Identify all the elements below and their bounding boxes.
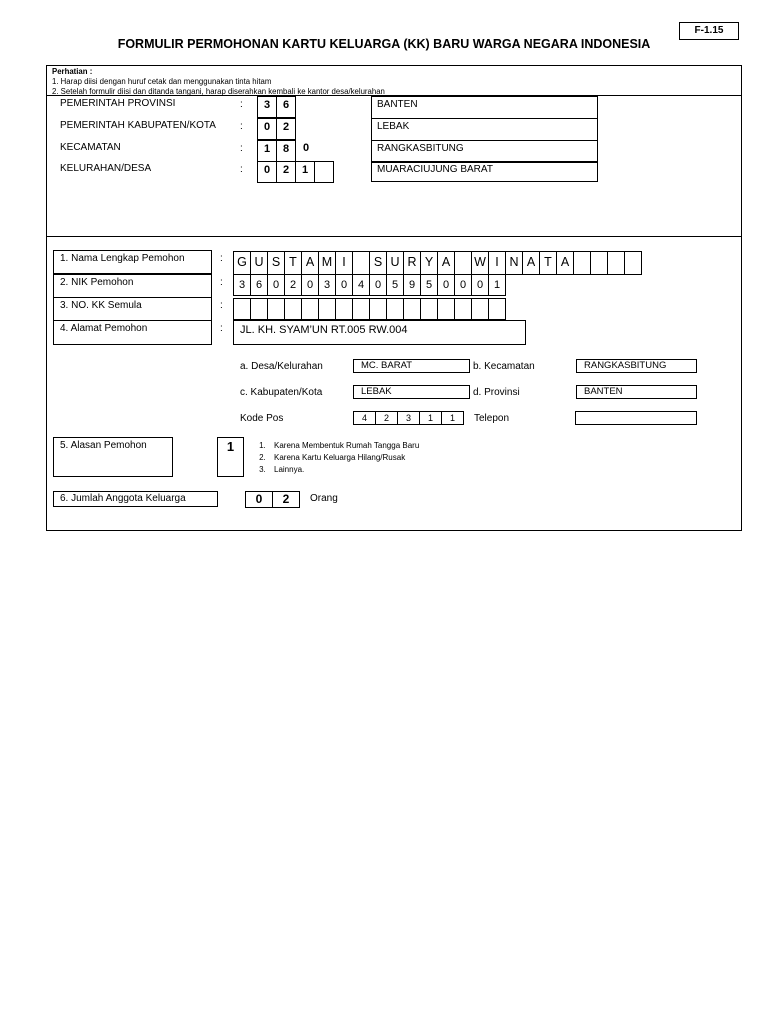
nik-label: 2. NIK Pemohon [60, 277, 134, 288]
name-char-cell[interactable]: R [403, 251, 421, 275]
kk-digit-cell[interactable] [352, 298, 370, 320]
kodepos-digit-cell[interactable]: 3 [397, 411, 420, 425]
name-char-cell[interactable] [607, 251, 625, 275]
desa-label: a. Desa/Kelurahan [240, 361, 323, 372]
members-digit-cell[interactable]: 2 [272, 491, 300, 508]
provinsi-field[interactable] [576, 385, 697, 399]
name-char-cell[interactable]: U [386, 251, 404, 275]
nik-digit-cell[interactable]: 3 [318, 274, 336, 296]
kecamatan-value: RANGKASBITUNG [584, 360, 667, 371]
nik-digit-cell[interactable]: 3 [233, 274, 251, 296]
name-label: 1. Nama Lengkap Pemohon [60, 253, 185, 264]
members-label: 6. Jumlah Anggota Keluarga [60, 493, 186, 504]
kodepos-label: Kode Pos [240, 413, 284, 424]
region-code-cell[interactable]: 0 [257, 118, 277, 140]
kodepos-cells [353, 411, 464, 425]
kk-digit-cell[interactable] [250, 298, 268, 320]
region-code-cell[interactable]: 8 [276, 140, 296, 162]
name-char-cell[interactable]: W [471, 251, 489, 275]
kk-digit-cell[interactable] [420, 298, 438, 320]
region-colon: : [240, 143, 243, 154]
address-label-box [53, 320, 212, 345]
reason-option: 2. Karena Kartu Keluarga Hilang/Rusak [268, 452, 500, 464]
region-code-cell[interactable]: 2 [276, 161, 296, 183]
region-code-cells [257, 140, 316, 162]
notes [52, 67, 385, 97]
provinsi-value: BANTEN [584, 386, 623, 397]
region-colon: : [240, 99, 243, 110]
telepon-field[interactable] [575, 411, 697, 425]
kk-digit-cell[interactable] [267, 298, 285, 320]
name-char-cell[interactable]: M [318, 251, 336, 275]
region-name-field[interactable] [371, 140, 598, 163]
region-code-cell[interactable]: 6 [276, 96, 296, 118]
kodepos-digit-cell[interactable]: 1 [441, 411, 464, 425]
kecamatan-label: b. Kecamatan [473, 361, 535, 372]
telepon-label: Telepon [474, 413, 510, 424]
nik-colon: : [220, 277, 223, 288]
region-colon: : [240, 121, 243, 132]
kk-digit-cell[interactable] [454, 298, 472, 320]
nik-digit-cell[interactable]: 0 [454, 274, 472, 296]
name-char-cell[interactable] [573, 251, 591, 275]
nik-digit-cell[interactable]: 6 [250, 274, 268, 296]
kk-cells [233, 298, 506, 320]
name-char-cell[interactable]: Y [420, 251, 438, 275]
nik-digit-cell[interactable]: 0 [267, 274, 285, 296]
name-char-cell[interactable]: A [301, 251, 319, 275]
reason-value-box[interactable] [217, 437, 244, 477]
region-name: LEBAK [377, 121, 410, 132]
kk-digit-cell[interactable] [284, 298, 302, 320]
members-label-box [53, 491, 218, 507]
nik-label-box [53, 274, 212, 298]
region-code-cells [257, 161, 334, 183]
name-char-cell[interactable]: G [233, 251, 251, 275]
region-name: MUARACIUJUNG BARAT [377, 164, 493, 175]
kk-digit-cell[interactable] [369, 298, 387, 320]
kk-digit-cell[interactable] [488, 298, 506, 320]
name-colon: : [220, 253, 223, 264]
region-label: PEMERINTAH KABUPATEN/KOTA [60, 120, 216, 131]
form-code: F-1.15 [679, 22, 739, 40]
region-code-cell[interactable]: 1 [295, 161, 315, 183]
reason-option: 1. Karena Membentuk Rumah Tangga Baru [268, 440, 500, 452]
nik-cells [233, 274, 506, 296]
nik-digit-cell[interactable]: 0 [301, 274, 319, 296]
kk-digit-cell[interactable] [318, 298, 336, 320]
region-code-cell[interactable]: 0 [302, 142, 310, 154]
nik-digit-cell[interactable]: 4 [352, 274, 370, 296]
name-char-cell[interactable]: T [539, 251, 557, 275]
kk-label: 3. NO. KK Semula [60, 300, 142, 311]
nik-digit-cell[interactable]: 0 [471, 274, 489, 296]
region-colon: : [240, 164, 243, 175]
name-char-cell[interactable]: I [335, 251, 353, 275]
region-name: BANTEN [377, 99, 418, 110]
kodepos-digit-cell[interactable]: 4 [353, 411, 376, 425]
region-label: KELURAHAN/DESA [60, 163, 152, 174]
kota-value: LEBAK [361, 386, 392, 397]
name-label-box [53, 250, 212, 274]
region-code-cell[interactable]: 1 [257, 140, 277, 162]
kk-digit-cell[interactable] [233, 298, 251, 320]
kodepos-digit-cell[interactable]: 1 [419, 411, 442, 425]
kk-label-box [53, 297, 212, 321]
region-name-field[interactable] [371, 118, 598, 141]
name-char-cell[interactable]: N [505, 251, 523, 275]
address-value: JL. KH. SYAM’UN RT.005 RW.004 [240, 324, 408, 336]
name-char-cell[interactable]: A [437, 251, 455, 275]
address-label: 4. Alamat Pemohon [60, 323, 148, 334]
kodepos-digit-cell[interactable]: 2 [375, 411, 398, 425]
reason-value: 1 [226, 439, 235, 454]
name-char-cell[interactable]: T [284, 251, 302, 275]
kk-digit-cell[interactable] [386, 298, 404, 320]
notes-item: 2. Setelah formulir diisi dan ditanda tangani, harap diserahkan kembali ke kantor desa/kelurahan [52, 87, 385, 96]
kota-label: c. Kabupaten/Kota [240, 387, 323, 398]
address-field[interactable] [233, 320, 526, 345]
region-name: RANGKASBITUNG [377, 143, 464, 154]
reason-list [250, 440, 500, 476]
telepon-value [576, 417, 583, 428]
members-cells [245, 491, 300, 508]
name-char-cell[interactable]: S [267, 251, 285, 275]
members-digit-cell[interactable]: 0 [245, 491, 273, 508]
nik-digit-cell[interactable]: 5 [420, 274, 438, 296]
reason-options [250, 440, 500, 476]
kk-digit-cell[interactable] [437, 298, 455, 320]
name-char-cell[interactable] [454, 251, 472, 275]
reason-option: 3. Lainnya. [268, 464, 500, 476]
name-char-cell[interactable] [352, 251, 370, 275]
address-colon: : [220, 323, 223, 334]
nik-digit-cell[interactable]: 0 [335, 274, 353, 296]
name-cells [233, 251, 642, 275]
form-title: FORMULIR PERMOHONAN KARTU KELUARGA (KK) BARU WARGA NEGARA INDONESIA [117, 37, 651, 51]
nik-digit-cell[interactable]: 1 [488, 274, 506, 296]
members-unit: Orang [310, 493, 338, 504]
notes-heading: Perhatian : [52, 67, 93, 76]
nik-digit-cell[interactable]: 0 [369, 274, 387, 296]
region-code-cell[interactable]: 0 [257, 161, 277, 183]
notes-item: 1. Harap diisi dengan huruf cetak dan menggunakan tinta hitam [52, 77, 272, 86]
region-code-cell[interactable]: 3 [257, 96, 277, 118]
kk-digit-cell[interactable] [403, 298, 421, 320]
provinsi-label: d. Provinsi [473, 387, 520, 398]
kk-digit-cell[interactable] [335, 298, 353, 320]
name-char-cell[interactable]: A [556, 251, 574, 275]
region-name-field[interactable] [371, 161, 598, 182]
name-char-cell[interactable]: U [250, 251, 268, 275]
region-label: KECAMATAN [60, 142, 121, 153]
name-char-cell[interactable]: I [488, 251, 506, 275]
region-code-cells [257, 118, 296, 140]
reason-label-box [53, 437, 173, 477]
nik-digit-cell[interactable]: 2 [284, 274, 302, 296]
region-name-field[interactable] [371, 96, 598, 119]
region-label: PEMERINTAH PROVINSI [60, 98, 176, 109]
region-code-cell[interactable] [314, 161, 334, 183]
kk-colon: : [220, 300, 223, 311]
name-char-cell[interactable] [624, 251, 642, 275]
nik-digit-cell[interactable]: 5 [386, 274, 404, 296]
desa-value: MC. BARAT [361, 360, 413, 371]
name-char-cell[interactable]: S [369, 251, 387, 275]
name-char-cell[interactable] [590, 251, 608, 275]
region-code-cells [257, 96, 296, 118]
reason-label: 5. Alasan Pemohon [60, 440, 147, 451]
kk-digit-cell[interactable] [301, 298, 319, 320]
kota-field[interactable] [353, 385, 470, 399]
nik-digit-cell[interactable]: 9 [403, 274, 421, 296]
name-char-cell[interactable]: A [522, 251, 540, 275]
kecamatan-field[interactable] [576, 359, 697, 373]
kk-digit-cell[interactable] [471, 298, 489, 320]
desa-field[interactable] [353, 359, 470, 373]
region-code-cell[interactable]: 2 [276, 118, 296, 140]
nik-digit-cell[interactable]: 0 [437, 274, 455, 296]
